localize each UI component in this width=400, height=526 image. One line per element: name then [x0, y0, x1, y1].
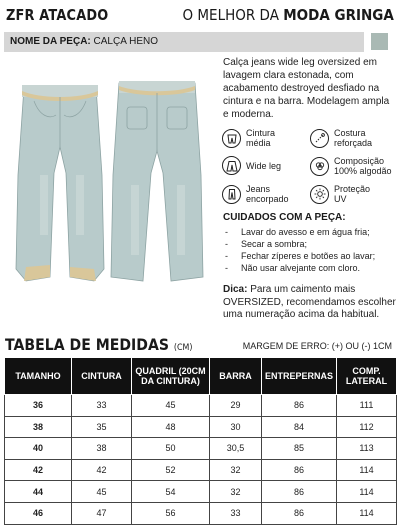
measures-unit: (CM): [173, 343, 193, 353]
table-cell: 38: [72, 438, 132, 460]
margin-note: MARGEM DE ERRO: (+) OU (-) 1CM: [242, 341, 392, 351]
slogan-light: O MELHOR DA: [182, 6, 284, 24]
table-row: [5, 502, 397, 524]
size-cell: 36: [5, 395, 72, 417]
column-header: BARRA: [210, 358, 262, 395]
table-cell: 50: [132, 438, 210, 460]
feature-wide-leg: [222, 156, 296, 175]
column-header: TAMANHO: [5, 358, 72, 395]
size-cell: 38: [5, 416, 72, 438]
column-header: ENTREPERNAS: [262, 358, 337, 395]
care-item: - Lavar do avesso e em água fria;: [223, 226, 399, 238]
table-row: [5, 438, 397, 460]
feature-label: Wide leg: [246, 160, 282, 171]
size-cell: 44: [5, 481, 72, 503]
product-description: Calça jeans wide leg oversized em lavagem clara estonada, com acabamento destroyed desfiado na cintura e na barra. Modelagem ampla e moderna.: [223, 57, 390, 120]
measures-title-text: TABELA DE MEDIDAS: [5, 335, 170, 354]
jeans-icon: [222, 185, 241, 204]
care-item: - Não usar alvejante com cloro.: [223, 262, 399, 274]
size-cell: 40: [5, 438, 72, 460]
table-cell: 56: [132, 502, 210, 524]
table-cell: 35: [72, 416, 132, 438]
measures-table: [4, 357, 397, 525]
sun-icon: [310, 185, 329, 204]
table-cell: 32: [210, 459, 262, 481]
table-row: [5, 416, 397, 438]
feature-stitch: [310, 128, 386, 148]
table-cell: 42: [72, 459, 132, 481]
waist-icon: [222, 129, 241, 148]
stitch-icon: [310, 129, 329, 148]
color-swatch: [371, 33, 388, 50]
table-cell: 30,5: [210, 438, 262, 460]
table-row: [5, 459, 397, 481]
product-name-bar: [4, 32, 364, 52]
feature-uv: [310, 184, 378, 204]
slogan: [183, 6, 394, 24]
slogan-bold: MODA GRINGA: [283, 6, 394, 24]
table-cell: 86: [262, 395, 337, 417]
care-item: - Fechar zíperes e botões ao lavar;: [223, 250, 399, 262]
table-cell: 47: [72, 502, 132, 524]
table-cell: 52: [132, 459, 210, 481]
table-header-row: [5, 358, 397, 395]
product-name-value: CALÇA HENO: [93, 36, 158, 47]
table-cell: 84: [262, 416, 337, 438]
feature-label: Cintura média: [246, 128, 276, 148]
jeans-front-photo: [10, 55, 110, 295]
table-cell: 29: [210, 395, 262, 417]
table-cell: 114: [337, 481, 397, 503]
table-row: [5, 395, 397, 417]
table-cell: 33: [72, 395, 132, 417]
table-cell: 32: [210, 481, 262, 503]
column-header: CINTURA: [72, 358, 132, 395]
tip-text: [223, 284, 399, 322]
feature-cotton: [310, 156, 396, 176]
table-cell: 85: [262, 438, 337, 460]
measures-title: [5, 335, 192, 354]
table-cell: 86: [262, 481, 337, 503]
header: [0, 0, 400, 28]
table-row: [5, 481, 397, 503]
feature-label: Proteção UV: [334, 184, 371, 204]
size-cell: 42: [5, 459, 72, 481]
care-item: - Secar a sombra;: [223, 238, 399, 250]
table-cell: 54: [132, 481, 210, 503]
table-cell: 112: [337, 416, 397, 438]
tip-body: Para um caimento mais OVERSIZED, recomendamos escolher uma numeração acima da habitual.: [223, 284, 396, 320]
table-cell: 86: [262, 459, 337, 481]
table-cell: 45: [132, 395, 210, 417]
tip-label: Dica:: [223, 284, 248, 295]
table-cell: 48: [132, 416, 210, 438]
table-cell: 45: [72, 481, 132, 503]
table-cell: 113: [337, 438, 397, 460]
brand-title: ZFR ATACADO: [6, 6, 109, 24]
table-cell: 114: [337, 502, 397, 524]
feature-waist: [222, 128, 290, 148]
size-cell: 46: [5, 502, 72, 524]
feature-jeans: [222, 184, 290, 204]
table-cell: 111: [337, 395, 397, 417]
jeans-back-photo: [107, 55, 207, 295]
column-header: QUADRIL (20CM DA CINTURA): [132, 358, 210, 395]
feature-label: Costura reforçada: [334, 128, 373, 148]
table-cell: 114: [337, 459, 397, 481]
feature-label: Composição 100% algodão: [334, 156, 392, 176]
cotton-icon: [310, 157, 329, 176]
product-name-label: NOME DA PEÇA:: [10, 36, 91, 47]
column-header: COMP. LATERAL: [337, 358, 397, 395]
wide-leg-icon: [222, 156, 241, 175]
table-cell: 30: [210, 416, 262, 438]
care-list: [223, 226, 399, 274]
feature-label: Jeans encorpado: [246, 184, 289, 204]
table-cell: 33: [210, 502, 262, 524]
table-cell: 86: [262, 502, 337, 524]
care-title: CUIDADOS COM A PEÇA:: [223, 212, 346, 223]
